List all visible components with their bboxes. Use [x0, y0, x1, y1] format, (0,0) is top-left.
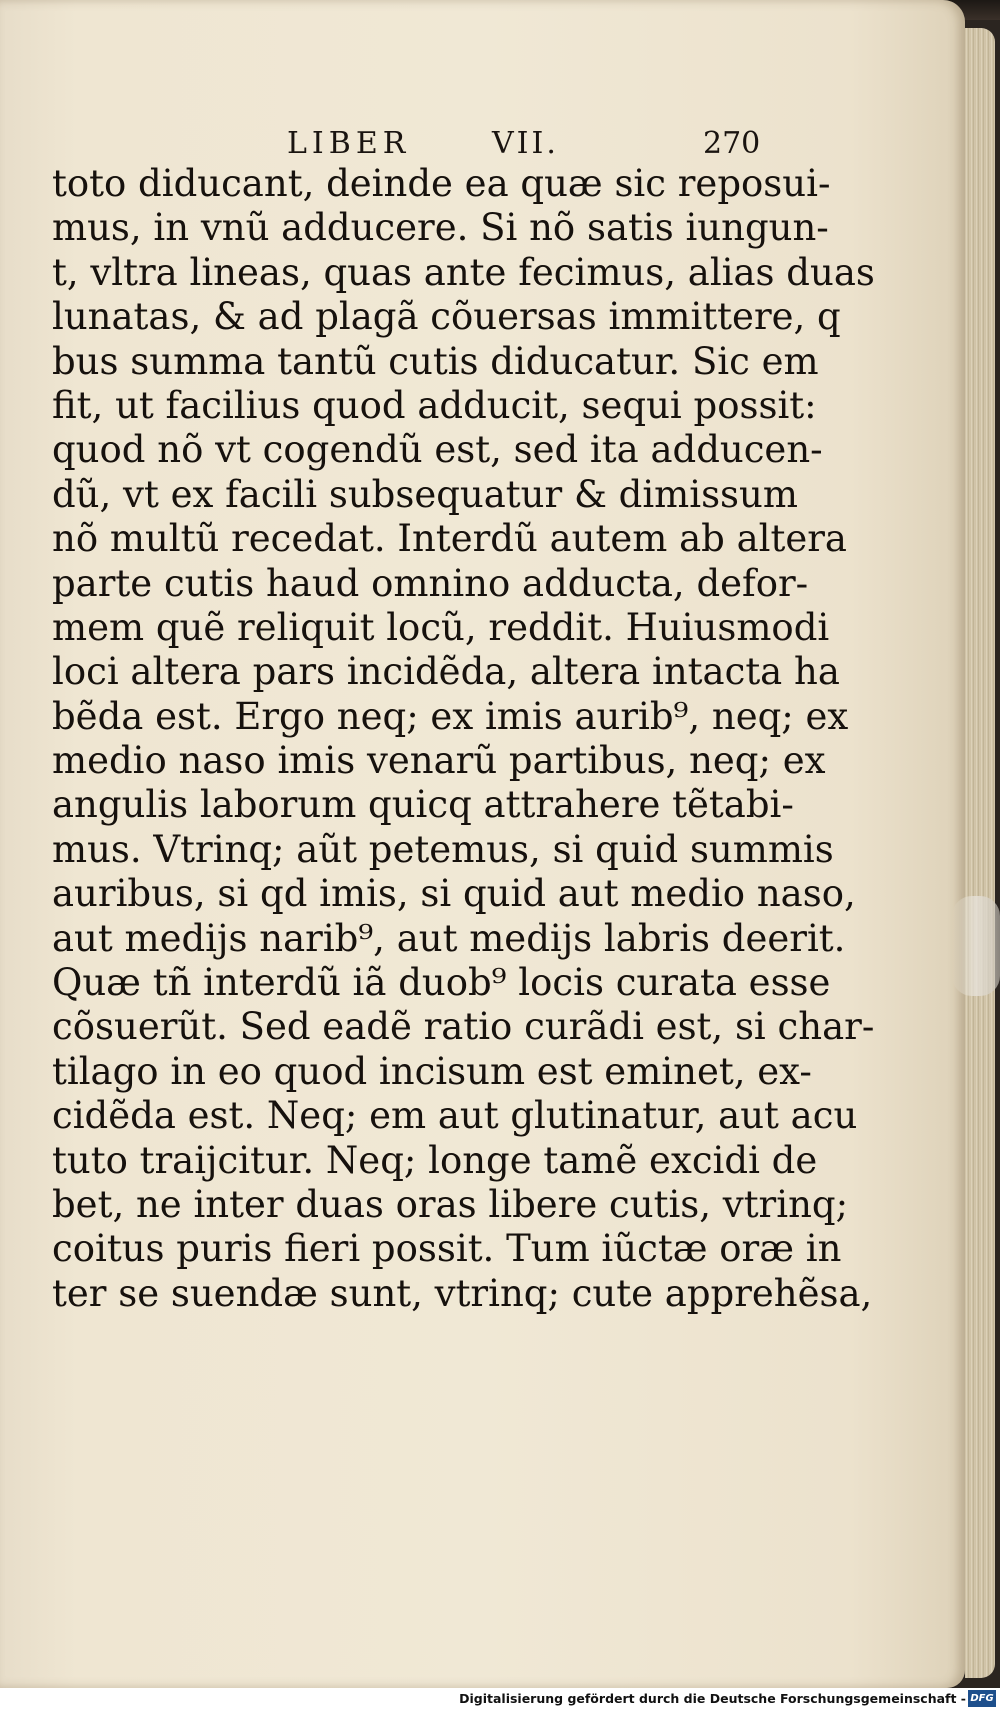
text-line: loci altera pars incidẽda, altera intacta ha — [52, 650, 840, 694]
text-line: Quæ tñ interdũ iã duob⁹ locis curata esse — [52, 961, 831, 1005]
text-line: cõsuerũt. Sed eadẽ ratio curãdi est, si char- — [52, 1005, 875, 1049]
text-line: angulis laborum quicq attrahere tẽtabi- — [52, 783, 794, 827]
page-holder-tab — [952, 896, 1000, 996]
text-line: ter se suendæ sunt, vtrinq; cute apprehẽsa, — [52, 1271, 873, 1315]
text-line: t, vltra lineas, quas ante fecimus, alias duas — [52, 250, 875, 294]
text-line: cidẽda est. Neq; em aut glutinatur, aut acu — [52, 1094, 858, 1138]
text-line: fit, ut facilius quod adducit, sequi possit: — [52, 383, 817, 427]
text-line: lunatas, & ad plagã cõuersas immittere, q — [52, 295, 841, 339]
text-line: dũ, vt ex facili subsequatur & dimissum — [52, 472, 798, 516]
page-number: 270 — [703, 126, 761, 161]
text-line: mus, in vnũ adducere. Si nõ satis iungun- — [52, 206, 829, 250]
text-line: auribus, si qd imis, si quid aut medio naso, — [52, 872, 856, 916]
text-line: tilago in eo quod incisum est eminet, ex- — [52, 1049, 812, 1093]
text-line: bus summa tantũ cutis diducatur. Sic em — [52, 339, 819, 383]
text-line: tuto traijcitur. Neq; longe tamẽ excidi de — [52, 1138, 818, 1182]
text-line: bẽda est. Ergo neq; ex imis aurib⁹, neq; ex — [52, 694, 849, 738]
header-liber: LIBER — [287, 126, 411, 161]
text-line: toto diducant, deinde ea quæ sic reposui- — [52, 162, 831, 205]
text-line: medio naso imis venarũ partibus, neq; ex — [52, 739, 826, 783]
text-line: parte cutis haud omnino adducta, defor- — [52, 561, 809, 605]
page-edges — [965, 28, 995, 1678]
dfg-logo: DFG — [968, 1690, 996, 1707]
text-line: aut medijs narib⁹, aut medijs labris deerit. — [52, 916, 846, 960]
header-book-number: VII. — [492, 126, 559, 161]
text-line: mus. Vtrinq; aũt petemus, si quid summis — [52, 827, 834, 871]
text-line: mem quẽ reliquit locũ, reddit. Huiusmodi — [52, 605, 830, 649]
text-line: bet, ne inter duas oras libere cutis, vtrinq; — [52, 1182, 849, 1226]
running-header — [0, 126, 965, 166]
body-text — [52, 162, 875, 1316]
text-line: nõ multũ recedat. Interdũ autem ab altera — [52, 517, 847, 561]
digitization-credit: Digitalisierung gefördert durch die Deutsche Forschungsgemeinschaft - — [459, 1691, 966, 1706]
text-line: quod nõ vt cogendũ est, sed ita adducen- — [52, 428, 823, 472]
text-line: coitus puris fieri possit. Tum iũctæ oræ in — [52, 1227, 842, 1271]
